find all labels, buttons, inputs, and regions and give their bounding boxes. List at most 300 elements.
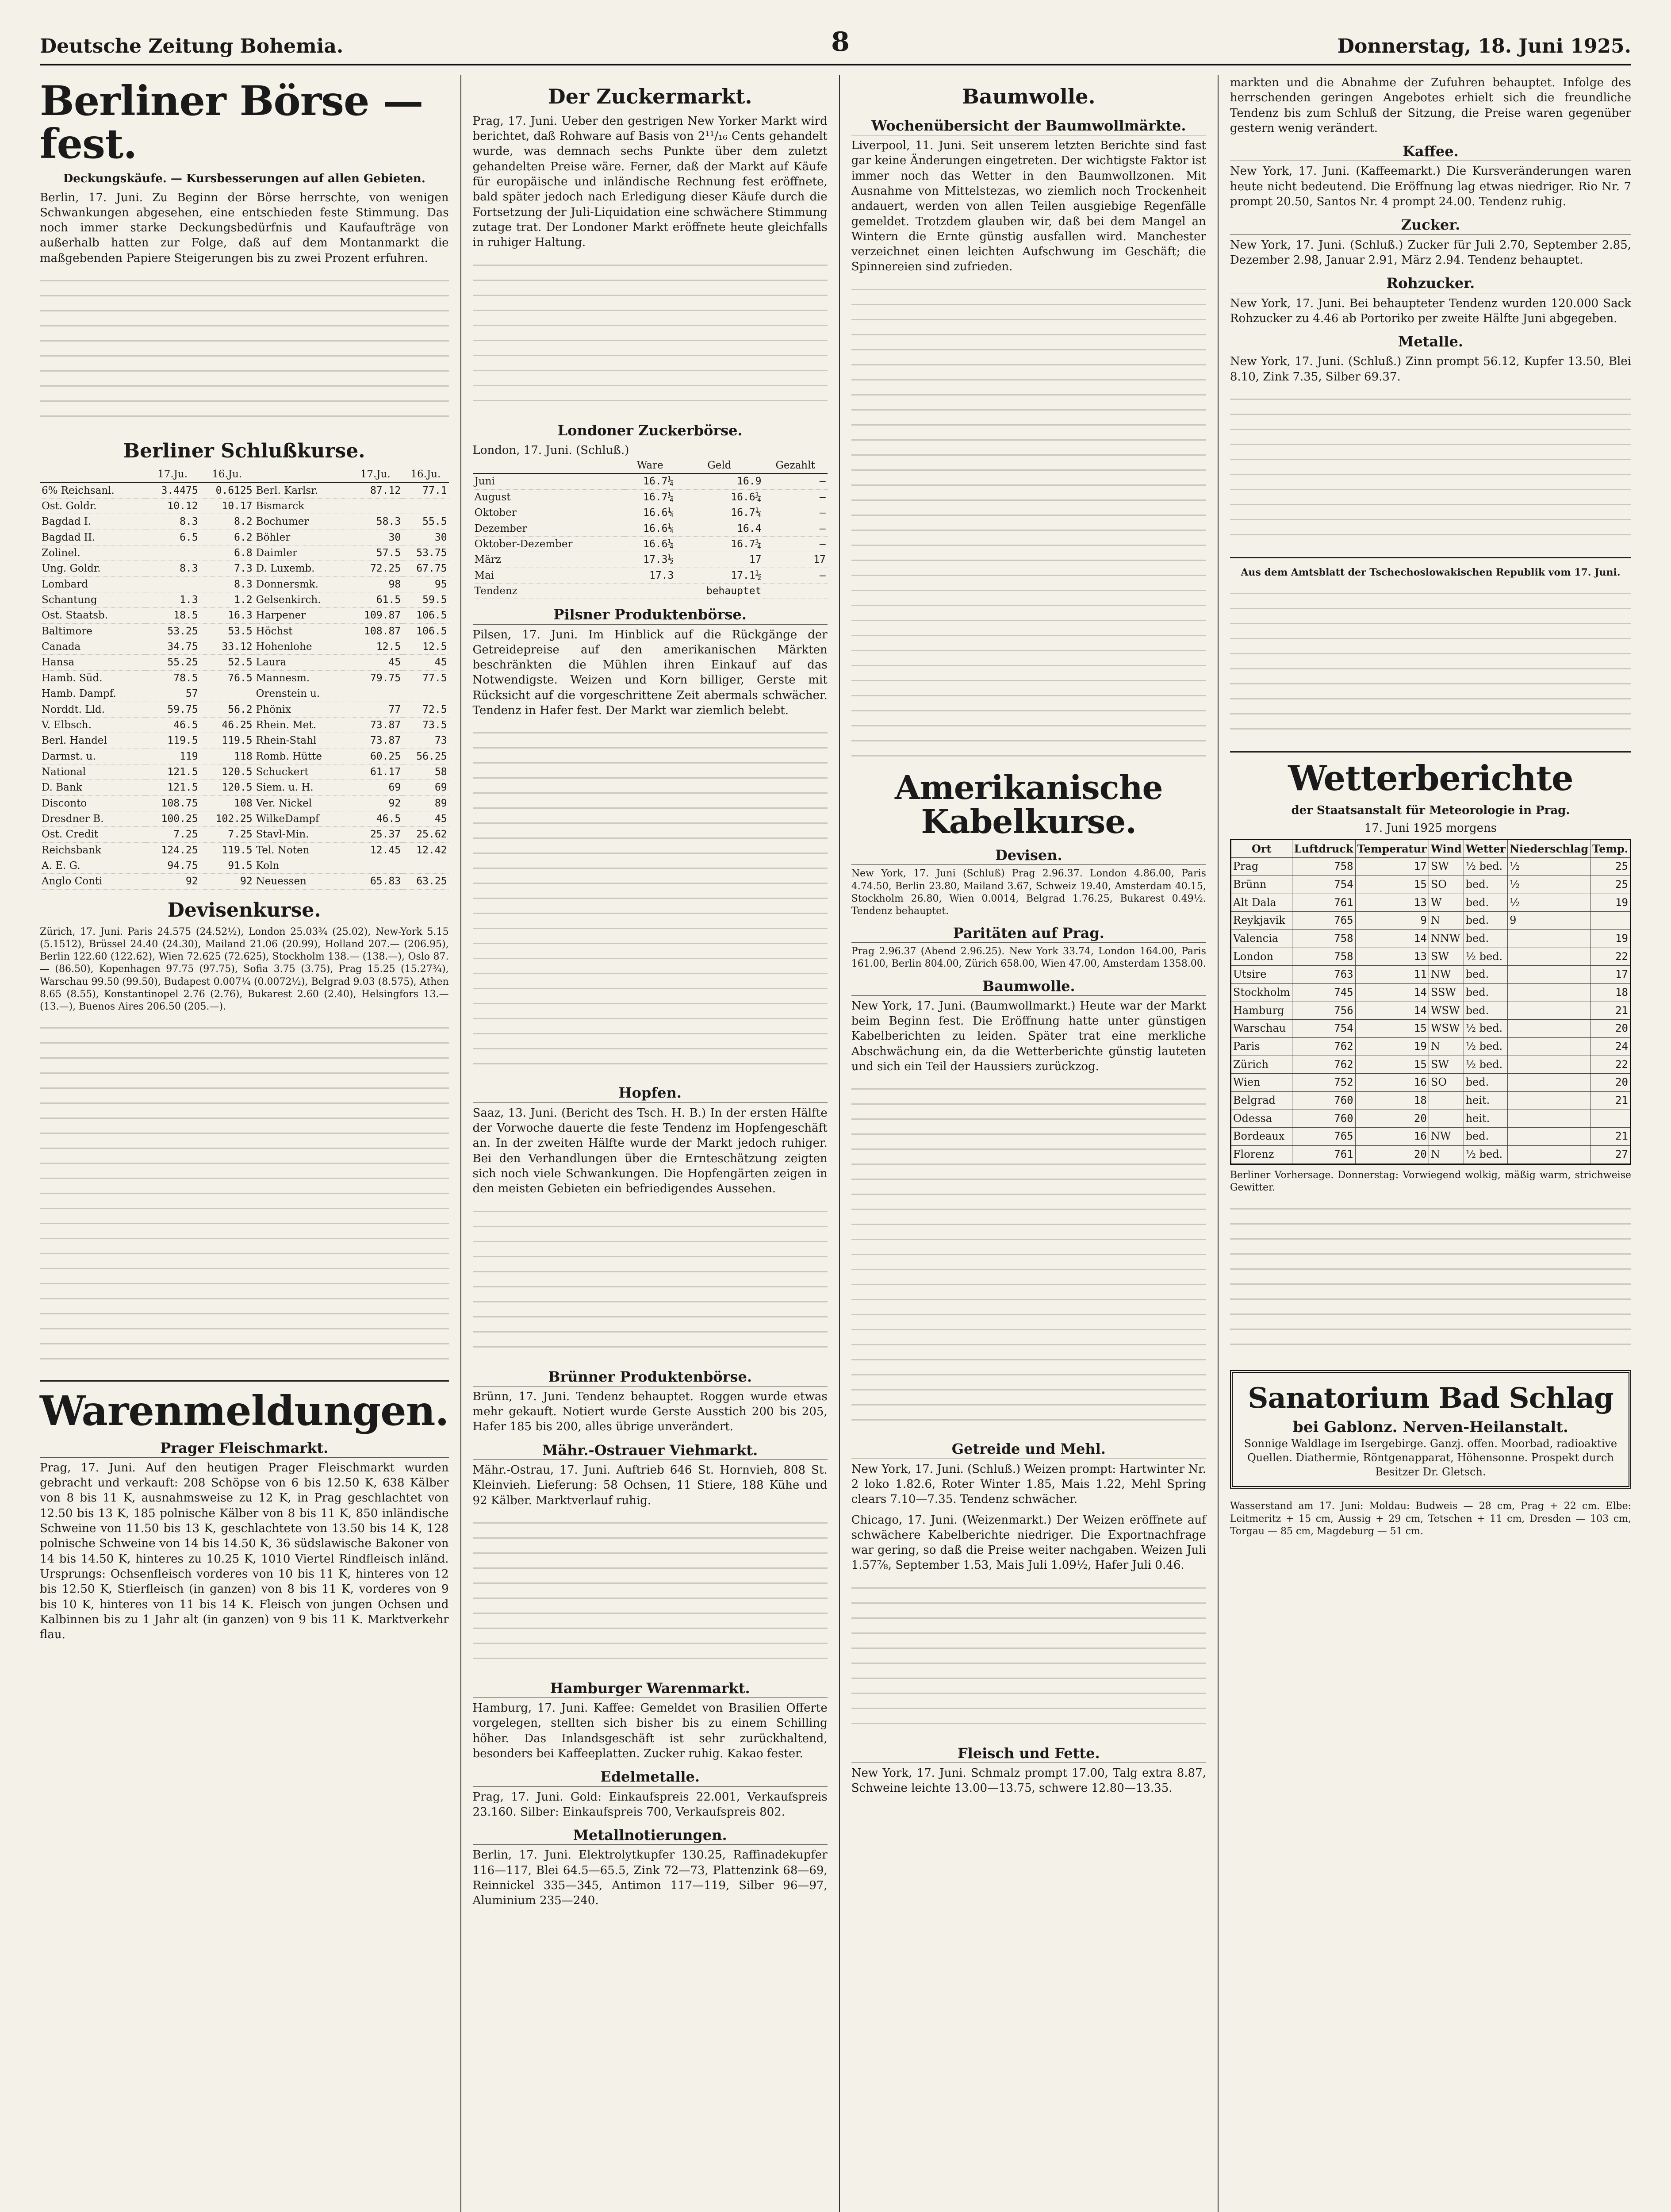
table-cell: Harpener: [254, 608, 348, 623]
table-cell: [1508, 1146, 1591, 1164]
table-cell: 25: [1591, 858, 1631, 876]
table-header: Wind: [1429, 839, 1464, 858]
table-cell: SSW: [1429, 984, 1464, 1002]
table-cell: 758: [1292, 858, 1355, 876]
table-cell: 69: [402, 780, 448, 795]
table-cell: 9: [1355, 912, 1429, 930]
devisen-headline: Devisenkurse.: [167, 899, 321, 922]
table-cell: 18: [1591, 984, 1631, 1002]
table-cell: Ost. Goldr.: [40, 498, 146, 514]
table-cell: 16.7¼: [675, 505, 763, 521]
table-cell: bed.: [1464, 894, 1507, 912]
table-cell: 77.1: [402, 483, 448, 499]
table-row: [40, 686, 449, 702]
divider: [1230, 751, 1631, 753]
table-cell: National: [40, 764, 146, 780]
table-cell: SO: [1429, 876, 1464, 894]
table-cell: 102.25: [200, 811, 254, 827]
table-row: [1230, 1146, 1630, 1164]
table-cell: WSW: [1429, 1020, 1464, 1038]
table-cell: 100.25: [146, 811, 200, 827]
table-cell: Dezember: [473, 521, 625, 536]
table-cell: 72.5: [402, 702, 448, 717]
table-cell: 52.5: [200, 655, 254, 670]
bw-text-continuation: [851, 1079, 1206, 1433]
table-cell: 73: [402, 733, 448, 749]
table-cell: Stockholm: [1230, 984, 1292, 1002]
table-cell: 11: [1355, 966, 1429, 984]
table-cell: Juni: [473, 473, 625, 489]
table-row: [473, 583, 828, 599]
table-row: [40, 623, 449, 639]
table-cell: 17: [675, 552, 763, 568]
table-cell: 46.5: [146, 717, 200, 733]
table-cell: ½ bed.: [1464, 858, 1507, 876]
table-cell: 119: [146, 749, 200, 764]
ad-subtitle: bei Gablonz. Nerven-Heilanstalt.: [1293, 1418, 1568, 1436]
masthead: [40, 27, 1631, 65]
table-cell: ½: [1508, 876, 1591, 894]
amtsblatt-line: Aus dem Amtsblatt der Tschechoslowakischen Republik vom 17. Juni.: [1241, 567, 1621, 578]
table-cell: 61.17: [348, 764, 402, 780]
table-cell: 765: [1292, 1128, 1355, 1146]
table-cell: 8.2: [200, 514, 254, 530]
table-cell: 45: [402, 811, 448, 827]
table-row: [1230, 1002, 1630, 1020]
table-cell: [402, 498, 448, 514]
bw-sub: Baumwolle.: [851, 977, 1206, 996]
table-cell: 745: [1292, 984, 1355, 1002]
table-cell: Stavl-Min.: [254, 827, 348, 842]
table-cell: 55.25: [146, 655, 200, 670]
table-cell: [1508, 1056, 1591, 1074]
table-cell: [1429, 1092, 1464, 1110]
hopfen-text-continuation: [473, 1202, 828, 1361]
table-cell: 56.25: [402, 749, 448, 764]
table-cell: 94.75: [146, 858, 200, 874]
table-cell: Reykjavik: [1230, 912, 1292, 930]
table-cell: 92: [348, 795, 402, 811]
pilsen-headline: Pilsner Produktenbörse.: [473, 605, 828, 624]
waren-subheadline: Prager Fleischmarkt.: [40, 1439, 449, 1458]
fett-text: New York, 17. Juni. Schmalz prompt 17.00, Talg extra 8.87, Schweine leichte 13.00—13.75, schwere 12.80—13.35.: [851, 1767, 1206, 1795]
column-2: [460, 75, 839, 2212]
table-cell: W: [1429, 894, 1464, 912]
table-cell: A. E. G.: [40, 858, 146, 874]
table-cell: 16: [1355, 1074, 1429, 1092]
page-number: 8: [831, 27, 850, 58]
table-row: [1230, 948, 1630, 966]
table-cell: 760: [1292, 1110, 1355, 1128]
weather-headline: Wetterberichte: [1288, 758, 1573, 799]
table-cell: Bagdad I.: [40, 514, 146, 530]
ostrau-headline: Mähr.-Ostrauer Viehmarkt.: [473, 1441, 828, 1460]
table-cell: Romb. Hütte: [254, 749, 348, 764]
table-cell: 34.75: [146, 639, 200, 655]
table-cell: 16.7¼: [625, 489, 675, 505]
table-cell: 27: [1591, 1146, 1631, 1164]
kabel-devisen-text: New York, 17. Juni (Schluß) Prag 2.96.37. London 4.86.00, Paris 4.74.50, Berlin 23.80, Mailand 3.67, Schweiz 19.40, Amsterdam 40.15, Stockholm 26.80, Wien 0.0014, Belgrad 1.76.25, Bukarest 0.49½. Tendenz behauptet.: [851, 868, 1206, 917]
table-cell: V. Elbsch.: [40, 717, 146, 733]
waren-headline: Warenmeldungen.: [40, 1387, 449, 1435]
table-cell: Oktober-Dezember: [473, 536, 625, 552]
table-header: Wetter: [1464, 839, 1507, 858]
table-cell: Hamb. Süd.: [40, 670, 146, 686]
table-cell: 763: [1292, 966, 1355, 984]
table-row: [40, 514, 449, 530]
london-headline: Londoner Zuckerbörse.: [473, 421, 828, 440]
table-cell: NW: [1429, 966, 1464, 984]
table-cell: [1508, 1074, 1591, 1092]
table-cell: [1508, 1020, 1591, 1038]
table-row: [1230, 930, 1630, 948]
table-cell: 72.25: [348, 561, 402, 576]
table-cell: [625, 583, 675, 599]
table-header: Niederschlag: [1508, 839, 1591, 858]
baumwolle-subheadline: Wochenübersicht der Baumwollmärkte.: [851, 116, 1206, 135]
table-cell: 108.75: [146, 795, 200, 811]
table-cell: Bagdad II.: [40, 530, 146, 545]
metalle-headline: Metalle.: [1230, 332, 1631, 351]
boerse-text: Berlin, 17. Juni. Zu Beginn der Börse herrschte, von wenigen Schwankungen abgesehen, eine entschieden feste Stimmung. Das noch immer starke Deckungsbedürfnis und Kaufaufträge von außerhalb hatten zur Folge, daß auf dem Montanmarkt die maßgebenden Papiere Steigerungen bis zu zwei Prozent erfuhren.: [40, 191, 449, 265]
table-cell: 9: [1508, 912, 1591, 930]
table-cell: N: [1429, 1038, 1464, 1056]
table-cell: 73.87: [348, 717, 402, 733]
table-cell: 92: [146, 874, 200, 889]
column-3: [839, 75, 1218, 2212]
table-cell: Lombard: [40, 576, 146, 592]
table-cell: SO: [1429, 1074, 1464, 1092]
baumwolle-text: Liverpool, 11. Juni. Seit unserem letzten Berichte sind fast gar keine Änderungen eingetreten. Der wichtigste Faktor ist immer noch das Wetter in den Baumwollzonen. Mit Ausnahme von Mittelstezas, wo ziemlich noch Trockenheit andauert, werden von allen Teilen ausgiebige Regenfälle gemeldet. Trotzdem glauben wir, daß bei dem Mangel an Wintern die Ernte günstig ausfallen wird. Manchester verzeichnet einen leichten Aufschwung im Geschäft; die Spinnereien sind zufrieden.: [851, 138, 1206, 274]
table-row: [40, 670, 449, 686]
table-cell: 6.5: [146, 530, 200, 545]
bruenn-text: Brünn, 17. Juni. Tendenz behauptet. Roggen wurde etwas mehr gekauft. Notiert wurde Gerste Ausstich 200 bis 205, Hafer 185 bis 200, alles übrige unverändert.: [472, 1390, 828, 1434]
table-row: [40, 764, 449, 780]
table-cell: Hamb. Dampf.: [40, 686, 146, 702]
table-cell: [1591, 1110, 1631, 1128]
table-cell: Utsire: [1230, 966, 1292, 984]
table-header: Temp.: [1591, 839, 1631, 858]
table-cell: ½: [1508, 894, 1591, 912]
table-cell: 761: [1292, 894, 1355, 912]
table-cell: 17: [763, 552, 827, 568]
table-cell: 121.5: [146, 780, 200, 795]
table-cell: 108.87: [348, 623, 402, 639]
table-header: 16.Ju.: [200, 467, 254, 482]
table-cell: 8.3: [200, 576, 254, 592]
table-header: [254, 467, 348, 482]
hamburg-headline: Hamburger Warenmarkt.: [473, 1679, 828, 1698]
table-cell: behauptet: [675, 583, 763, 599]
table-cell: [146, 545, 200, 561]
table-cell: 77.5: [402, 670, 448, 686]
bruenn-headline: Brünner Produktenbörse.: [473, 1367, 828, 1386]
table-cell: 6.8: [200, 545, 254, 561]
table-cell: ½: [1508, 858, 1591, 876]
table-row: [40, 795, 449, 811]
table-row: [40, 874, 449, 889]
table-cell: 25: [1591, 876, 1631, 894]
table-cell: Daimler: [254, 545, 348, 561]
table-header: Gezahlt: [763, 458, 827, 473]
table-row: [473, 536, 828, 552]
table-cell: 69: [348, 780, 402, 795]
table-row: [40, 639, 449, 655]
table-cell: Dresdner B.: [40, 811, 146, 827]
london-table: [473, 458, 828, 599]
table-row: [40, 498, 449, 514]
table-cell: bed.: [1464, 984, 1507, 1002]
table-cell: Ver. Nickel: [254, 795, 348, 811]
table-cell: 7.25: [200, 827, 254, 842]
table-header: [40, 467, 146, 482]
hopfen-text: Saaz, 13. Juni. (Bericht des Tsch. H. B.) In der ersten Hälfte der Vorwoche dauerte die feste Tendenz im Hopfengeschäft an. In der zweiten Hälfte wurde der Markt jedoch ruhiger. Bei den Verhandlungen über die Ernteschätzung zeigten sich noch viele Schwankungen. Die Hopfengärten zeigen in den meisten Gebieten ein befriedigendes Aussehen.: [472, 1106, 828, 1196]
table-cell: 16.6¼: [625, 521, 675, 536]
table-cell: [1591, 912, 1631, 930]
table-cell: 106.5: [402, 608, 448, 623]
table-cell: 53.75: [402, 545, 448, 561]
table-cell: 16.3: [200, 608, 254, 623]
table-cell: 59.5: [402, 592, 448, 608]
table-cell: ½ bed.: [1464, 1146, 1507, 1164]
table-cell: Bordeaux: [1230, 1128, 1292, 1146]
table-cell: Höchst: [254, 623, 348, 639]
table-cell: [763, 583, 827, 599]
table-cell: —: [763, 505, 827, 521]
table-cell: Bochumer: [254, 514, 348, 530]
table-cell: Schantung: [40, 592, 146, 608]
table-row: [1230, 1056, 1630, 1074]
table-cell: 17.1½: [675, 568, 763, 583]
table-cell: 58.3: [348, 514, 402, 530]
table-cell: Ost. Staatsb.: [40, 608, 146, 623]
table-row: [1230, 894, 1630, 912]
zucker2-text: New York, 17. Juni. (Schluß.) Zucker für Juli 2.70, September 2.85, Dezember 2.98, Januar 2.91, März 2.94. Tendenz behauptet.: [1230, 238, 1632, 267]
columns: [40, 75, 1631, 2212]
table-cell: Canada: [40, 639, 146, 655]
table-header: [473, 458, 625, 473]
weather-date: 17. Juni 1925 morgens: [1364, 822, 1497, 835]
table-cell: Bismarck: [254, 498, 348, 514]
table-cell: März: [473, 552, 625, 568]
table-cell: Schuckert: [254, 764, 348, 780]
table-header: 16.Ju.: [402, 467, 448, 482]
waren-text: Prag, 17. Juni. Auf den heutigen Prager Fleischmarkt wurden gebracht und verkauft: 208 Schöpse von 6 bis 12.50 K, 638 Kälber von 8 bis 11 K, ausnahmsweise zu 12 K, in Prag geschlachtet von 12.50 bis 13 K, 185 polnische Kälber von 8 bis 11 K, 850 inländische Schweine von 11.50 bis 13 K, geschlachtete von 13.50 bis 14 K, 128 polnische Schweine von 14 bis 14.50 K, 36 südslawische Bakoner von 14 bis 14.50 K, hinteres zu 10.25 K, 1010 Viertel Rindfleisch inländ. Ursprungs: Ochsenfleisch vorderes von 10 bis 11 K, hinteres von 12 bis 12.50 K, Stierfleisch (in ganzen) von 8 bis 11 K, vorderes von 9 bis 10 K, hinteres von 11 bis 14 K. Fleisch von jungen Ochsen und Kalbinnen bis zu 1 Jahr alt (in ganzen) von 9 bis 11 K. Marktverkehr flau.: [40, 1461, 449, 1642]
table-cell: Brünn: [1230, 876, 1292, 894]
table-cell: August: [473, 489, 625, 505]
table-cell: Tendenz: [473, 583, 625, 599]
table-cell: Warschau: [1230, 1020, 1292, 1038]
table-cell: 30: [348, 530, 402, 545]
metalle-text-continuation: [1230, 390, 1631, 549]
table-cell: 18: [1355, 1092, 1429, 1110]
table-row: [1230, 984, 1630, 1002]
table-cell: 56.2: [200, 702, 254, 717]
table-cell: 78.5: [146, 670, 200, 686]
table-cell: Hohenlohe: [254, 639, 348, 655]
ostrau-text-continuation: [473, 1513, 828, 1673]
table-row: [40, 780, 449, 795]
table-cell: 55.5: [402, 514, 448, 530]
table-row: [473, 521, 828, 536]
table-cell: 77: [348, 702, 402, 717]
table-cell: Hansa: [40, 655, 146, 670]
table-header: Temperatur: [1355, 839, 1429, 858]
table-cell: [1508, 984, 1591, 1002]
table-cell: Phönix: [254, 702, 348, 717]
table-row: [473, 505, 828, 521]
table-cell: Florenz: [1230, 1146, 1292, 1164]
table-row: [40, 576, 449, 592]
hopfen-headline: Hopfen.: [473, 1083, 828, 1102]
metalle-text: New York, 17. Juni. (Schluß.) Zinn prompt 56.12, Kupfer 13.50, Blei 8.10, Zink 7.35, Silber 69.37.: [1230, 355, 1632, 384]
zucker2-headline: Zucker.: [1230, 215, 1631, 234]
table-cell: 760: [1292, 1092, 1355, 1110]
baumwolle-headline: Baumwolle.: [962, 84, 1096, 108]
table-cell: SW: [1429, 1056, 1464, 1074]
boerse-text-continuation: [40, 271, 449, 430]
table-cell: 15: [1355, 1056, 1429, 1074]
table-cell: 18.5: [146, 608, 200, 623]
table-cell: 20: [1591, 1074, 1631, 1092]
column-1: [40, 75, 460, 2212]
table-cell: 57.5: [348, 545, 402, 561]
table-cell: 124.25: [146, 842, 200, 858]
table-cell: 1.2: [200, 592, 254, 608]
table-cell: 13: [1355, 894, 1429, 912]
table-cell: 58: [402, 764, 448, 780]
hamburg-text: Hamburg, 17. Juni. Kaffee: Gemeldet von Brasilien Offerte vorgelegen, stellten sich bisher bis zu einem Schilling höher. Das Inlandsgeschäft ist sehr zurückhaltend, besonders bei Kaffeeplatten. Zucker ruhig. Kakao fester.: [472, 1701, 828, 1761]
table-cell: bed.: [1464, 966, 1507, 984]
table-cell: 22: [1591, 1056, 1631, 1074]
weather-table: [1230, 839, 1631, 1165]
table-cell: 3.4475: [146, 483, 200, 499]
table-cell: 7.3: [200, 561, 254, 576]
table-cell: 21: [1591, 1092, 1631, 1110]
sanatorium-advertisement: [1230, 1370, 1631, 1489]
top-continuation-text: markten und die Abnahme der Zufuhren behauptet. Infolge des herrschenden geringen Angebotes erhielt sich die freundliche Tendenz bis zum Schluß der Sitzung, die Preise waren gegenüber gestern wenig verändert.: [1230, 76, 1632, 135]
divider: [1230, 557, 1631, 558]
prag-paritaeten-text: Prag 2.96.37 (Abend 2.96.25). New York 33.74, London 164.00, Paris 161.00, Berlin 804.00, Zürich 658.00, Wien 47.00, Amsterdam 1358.00.: [851, 946, 1206, 970]
table-cell: Reichsbank: [40, 842, 146, 858]
zucker-headline: Der Zuckermarkt.: [548, 84, 752, 108]
table-cell: D. Luxemb.: [254, 561, 348, 576]
table-cell: ½ bed.: [1464, 1056, 1507, 1074]
table-header: 17.Ju.: [348, 467, 402, 482]
schlusskurse-table: [40, 467, 449, 890]
table-row: [473, 568, 828, 583]
table-cell: 16.4: [675, 521, 763, 536]
table-cell: [200, 686, 254, 702]
amtsblatt-text: [1230, 584, 1631, 743]
wasserstand-text: Wasserstand am 17. Juni: Moldau: Budweis — 28 cm, Prag + 22 cm. Elbe: Leitmeritz + 15 cm, Aussig + 29 cm, Tetschen + 11 cm, Dresden — 103 cm, Torgau — 85 cm, Magdeburg — 51 cm.: [1230, 1501, 1632, 1537]
table-cell: Discontо: [40, 795, 146, 811]
table-cell: NW: [1429, 1128, 1464, 1146]
table-cell: bed.: [1464, 912, 1507, 930]
table-cell: 756: [1292, 1002, 1355, 1020]
table-cell: 98: [348, 576, 402, 592]
ad-description: Sonnige Waldlage im Isergebirge. Ganzj. offen. Moorbad, radioaktive Quellen. Diathermie, Röntgenapparat, Höhensonne. Prospekt durch Besitzer Dr. Gletsch.: [1244, 1437, 1617, 1478]
table-row: [40, 545, 449, 561]
table-cell: 21: [1591, 1128, 1631, 1146]
table-header: 17.Ju.: [146, 467, 200, 482]
table-cell: Hamburg: [1230, 1002, 1292, 1020]
kabel-devisen-sub: Devisen.: [851, 846, 1206, 865]
kaffee-text: New York, 17. Juni. (Kaffeemarkt.) Die Kursveränderungen waren heute nicht bedeutend. Die Eröffnung lag etwas niedriger. Rio Nr. 7 prompt 20.50, Santos Nr. 4 prompt 24.00. Tendenz ruhig.: [1230, 165, 1632, 209]
table-cell: —: [763, 473, 827, 489]
table-cell: [1508, 1002, 1591, 1020]
zucker-text-continuation: [473, 256, 828, 415]
table-cell: 120.5: [200, 780, 254, 795]
boerse-headline: Berliner Börse — fest.: [40, 77, 423, 168]
getreide-text: New York, 17. Juni. (Schluß.) Weizen prompt: Hartwinter Nr. 2 loko 1.82.6, Roter Winter 1.85, Mais 1.22, Mehl Spring clears 7.10—7.35. Tendenz schwächer.: [851, 1462, 1206, 1506]
table-cell: Oktober: [473, 505, 625, 521]
table-cell: 20: [1355, 1146, 1429, 1164]
table-cell: Belgrad: [1230, 1092, 1292, 1110]
table-cell: 16.7¼: [675, 536, 763, 552]
table-cell: 16.6¼: [625, 536, 675, 552]
table-cell: 6.2: [200, 530, 254, 545]
table-cell: 14: [1355, 1002, 1429, 1020]
metall-text: Berlin, 17. Juni. Elektrolytkupfer 130.25, Raffinadekupfer 116—117, Blei 64.5—65.5, Zink 72—73, Plattenzink 68—69, Reinnickel 335—345, Antimon 117—119, Silber 96—97, Aluminium 235—240.: [472, 1848, 828, 1908]
table-cell: 106.5: [402, 623, 448, 639]
table-cell: 76.5: [200, 670, 254, 686]
table-cell: N: [1429, 912, 1464, 930]
table-cell: 17: [1591, 966, 1631, 984]
table-row: [40, 530, 449, 545]
table-cell: Paris: [1230, 1038, 1292, 1056]
table-cell: [1429, 1110, 1464, 1128]
table-cell: 57: [146, 686, 200, 702]
table-row: [40, 561, 449, 576]
table-row: [40, 749, 449, 764]
table-cell: 762: [1292, 1056, 1355, 1074]
table-cell: 25.37: [348, 827, 402, 842]
table-cell: ½ bed.: [1464, 1020, 1507, 1038]
table-cell: 33.12: [200, 639, 254, 655]
table-cell: 53.5: [200, 623, 254, 639]
metall-headline: Metallnotierungen.: [473, 1826, 828, 1845]
table-cell: 14: [1355, 930, 1429, 948]
table-cell: Ost. Credit: [40, 827, 146, 842]
table-cell: Gelsenkirch.: [254, 592, 348, 608]
kaffee-headline: Kaffee.: [1230, 142, 1631, 161]
table-cell: Rhein-Stahl: [254, 733, 348, 749]
table-cell: WilkeDampf: [254, 811, 348, 827]
baumwolle-text-continuation: [851, 280, 1206, 767]
table-cell: ½ bed.: [1464, 948, 1507, 966]
table-cell: —: [763, 521, 827, 536]
table-cell: [1508, 1110, 1591, 1128]
table-cell: [146, 576, 200, 592]
boerse-subheadline: Deckungskäufe. — Kursbesserungen auf allen Gebieten.: [63, 172, 425, 186]
rohzucker-headline: Rohzucker.: [1230, 274, 1631, 293]
table-row: [1230, 1038, 1630, 1056]
table-cell: 10.17: [200, 498, 254, 514]
table-cell: [1508, 1038, 1591, 1056]
table-cell: 73.5: [402, 717, 448, 733]
table-row: [473, 473, 828, 489]
table-cell: 19: [1591, 930, 1631, 948]
table-cell: 12.42: [402, 842, 448, 858]
table-cell: 20: [1355, 1110, 1429, 1128]
fett-sub: Fleisch und Fette.: [851, 1744, 1206, 1763]
table-cell: 95: [402, 576, 448, 592]
pilsen-text: Pilsen, 17. Juni. Im Hinblick auf die Rückgänge der Getreidepreise auf den amerikanischen Märkten beschränkten die Mühlen ihren Einkauf auf das Notwendigste. Weizen und Korn billiger, Gerste mit Rücksicht auf die vorgeschrittene Zeit abermals schwächer. Tendenz in Hafer fest. Der Markt war ziemlich belebt.: [472, 628, 828, 718]
table-cell: 758: [1292, 930, 1355, 948]
table-cell: [1508, 948, 1591, 966]
table-cell: Prag: [1230, 858, 1292, 876]
